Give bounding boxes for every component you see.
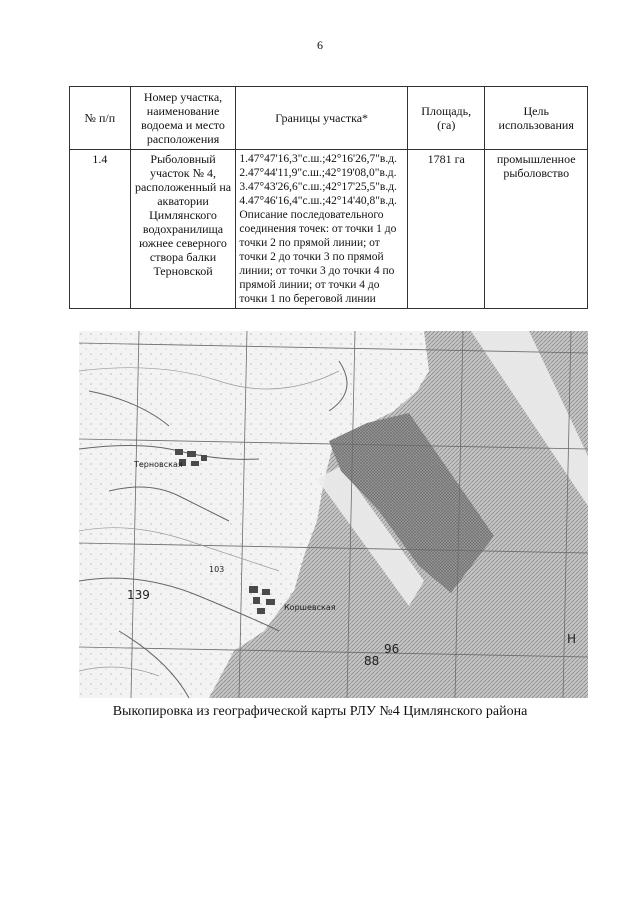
topographic-map xyxy=(79,331,588,698)
label-88: 88 xyxy=(364,654,380,668)
row-bounds xyxy=(236,150,408,309)
header-site: Номер участка, наименование водоема и место расположения xyxy=(130,87,236,150)
label-letter-h: Н xyxy=(567,632,577,646)
table-header-row xyxy=(70,87,588,150)
coordinate-point-4: 4.47°46'16,4"с.ш.;42°14'40,8"в.д. xyxy=(239,195,397,207)
header-purpose: Цель использования xyxy=(485,87,588,150)
boundary-description: Описание последовательного соединения точек: от точки 1 до точки 2 по прямой линии; от точки 2 до точки 3 по прямой линии; от точки 3 до точки 4 по прямой линии; от точки 4 до точки 1 по береговой линии xyxy=(239,209,397,305)
header-number: № п/п xyxy=(70,87,131,150)
label-103: 103 xyxy=(209,565,225,574)
label-elevation-139: 139 xyxy=(127,588,150,602)
row-number: 1.4 xyxy=(70,150,131,309)
row-purpose: промышленное рыболовство xyxy=(485,150,588,309)
map-svg xyxy=(79,331,588,698)
table-row xyxy=(70,150,588,309)
coordinate-point-2: 2.47°44'11,9"с.ш.;42°19'08,0"в.д. xyxy=(239,167,397,179)
map-caption: Выкопировка из географической карты РЛУ №4 Цимлянского района xyxy=(112,704,528,719)
header-bounds: Границы участка* xyxy=(236,87,408,150)
row-area: 1781 га xyxy=(407,150,484,309)
label-korshevskaya: Коршевская xyxy=(284,603,336,612)
coordinate-point-1: 1.47°47'16,3"с.ш.;42°16'26,7"в.д. xyxy=(239,153,397,165)
row-site: Рыболовный участок № 4, расположенный на акватории Цимлянского водохранилища южнее северного створа балки Терновской xyxy=(130,150,236,309)
coordinate-point-3: 3.47°43'26,6"с.ш.;42°17'25,5"в.д. xyxy=(239,181,397,193)
header-area: Площадь, (га) xyxy=(407,87,484,150)
label-96: 96 xyxy=(384,642,400,656)
label-ternovskaya: Терновская xyxy=(134,460,183,469)
page-number: 6 xyxy=(317,38,323,52)
fishing-site-table xyxy=(69,86,588,309)
